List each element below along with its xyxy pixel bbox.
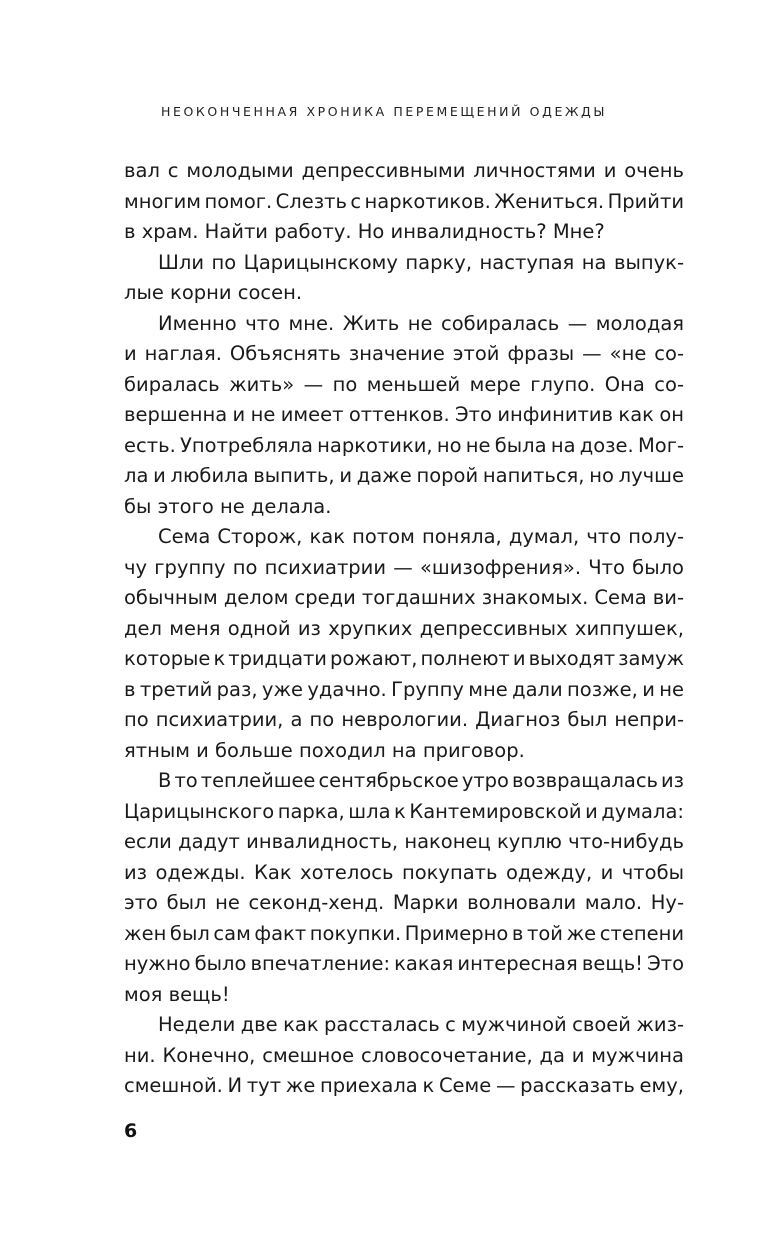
- text-line: которые к тридцати рожают, полнеют и выходят замуж: [124, 647, 684, 670]
- text-line: вершенна и не имеет оттенков. Это инфинитив как он: [124, 403, 684, 426]
- text-line: смешной. И тут же приехала к Семе — рассказать ему,: [124, 1074, 684, 1097]
- text-line: вал с молодыми депрессивными личностями и очень: [124, 159, 684, 182]
- body-text: [124, 156, 684, 1102]
- text-line: биралась жить» — по меньшей мере глупо. Она со-: [124, 372, 684, 396]
- text-line: моя вещь!: [124, 982, 230, 1006]
- text-line: это был не секонд-хенд. Марки волновали мало. Ну-: [124, 891, 684, 914]
- text-line: если дадут инвалидность, наконец куплю что-нибудь: [124, 830, 684, 853]
- text-line: дел меня одной из хрупких депрессивных хиппушек,: [124, 616, 684, 640]
- text-line: ни. Конечно, смешное словосочетание, да и мужчина: [124, 1043, 684, 1067]
- text-line: чу группу по психиатрии — «шизофрения». Что было: [124, 555, 684, 579]
- text-line: нужно было впечатление: какая интересная вещь! Это: [124, 952, 684, 975]
- text-line: Царицынского парка, шла к Кантемировской и думала:: [124, 799, 684, 823]
- text-line: обычным делом среди тогдашних знакомых. Сема ви-: [124, 586, 685, 609]
- text-line: ятным и больше походил на приговор.: [124, 738, 525, 762]
- text-line: по психиатрии, а по неврологии. Диагноз был непри-: [124, 708, 684, 731]
- text-line: из одежды. Как хотелось покупать одежду, и чтобы: [124, 860, 684, 884]
- text-line: лые корни сосен.: [124, 281, 303, 304]
- text-line: ла и любила выпить, и даже порой напиться, но лучше: [124, 464, 684, 487]
- text-line: бы этого не делала.: [124, 494, 332, 518]
- text-line: Шли по Царицынскому парку, наступая на выпук-: [158, 250, 684, 274]
- text-line: В то теплейшее сентябрьское утро возвращалась из: [158, 769, 684, 792]
- page-number: 6: [124, 1120, 138, 1142]
- text-line: Сема Сторож, как потом поняла, думал, что полу-: [158, 525, 684, 548]
- text-line: есть. Употребляла наркотики, но не была на дозе. Мог-: [124, 433, 684, 457]
- text-line: многим помог. Слезть с наркотиков. Жениться. Прийти: [124, 189, 684, 213]
- text-line: и наглая. Объяснять значение этой фразы — «не со-: [124, 342, 684, 365]
- text-line: в храм. Найти работу. Но инвалидность? Мне?: [124, 220, 605, 243]
- text-line: Именно что мне. Жить не собиралась — молодая: [158, 311, 684, 335]
- text-line: жен был сам факт покупки. Примерно в той же степени: [124, 921, 684, 945]
- running-head: НЕОКОНЧЕННАЯ ХРОНИКА ПЕРЕМЕЩЕНИЙ ОДЕЖДЫ: [160, 104, 608, 119]
- text-line: в третий раз, уже удачно. Группу мне дали позже, и не: [124, 677, 684, 701]
- text-line: Недели две как рассталась с мужчиной своей жиз-: [158, 1013, 684, 1036]
